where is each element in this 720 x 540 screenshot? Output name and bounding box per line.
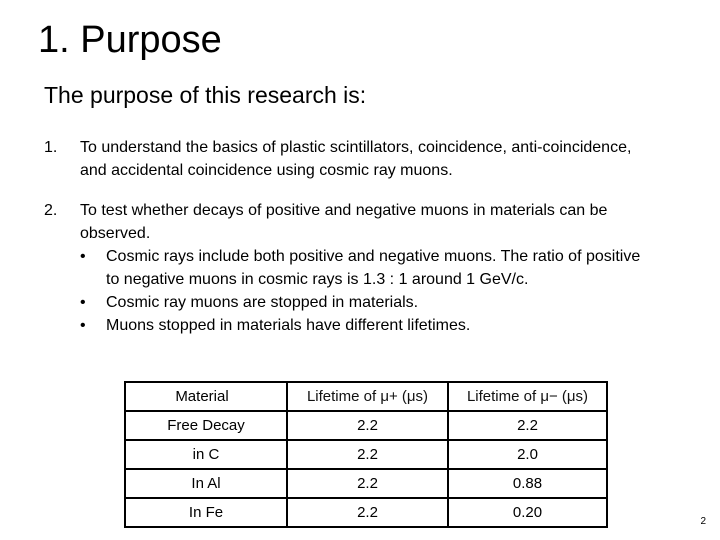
- list-item: [44, 199, 644, 337]
- purpose-list: [44, 136, 644, 337]
- table-row: [125, 498, 607, 527]
- cell-material: In Al: [125, 469, 287, 498]
- bullet-text: Cosmic ray muons are stopped in materials.: [106, 294, 419, 311]
- lifetime-table: [124, 381, 608, 528]
- table-row: [125, 469, 607, 498]
- list-item-text: To test whether decays of positive and negative muons in materials can be observed.: [80, 202, 608, 242]
- list-item-number: 2.: [44, 202, 58, 219]
- header-lifetime-plus: Lifetime of μ+ (μs): [287, 382, 448, 411]
- list-item-number: 1.: [44, 139, 58, 156]
- bullet-text: Cosmic rays include both positive and negative muons. The ratio of positive to negative muons in cosmic rays is 1.3 : 1 around 1 GeV/c.: [106, 248, 641, 288]
- bullet-list: [80, 245, 644, 337]
- cell-lifetime-plus: 2.2: [287, 469, 448, 498]
- cell-material: in C: [125, 440, 287, 469]
- table-row: [125, 411, 607, 440]
- bullet-item: [80, 245, 644, 291]
- slide-title: 1. Purpose: [38, 19, 222, 61]
- lifetime-table-container: [124, 381, 608, 528]
- cell-lifetime-plus: 2.2: [287, 411, 448, 440]
- table-row: [125, 440, 607, 469]
- header-lifetime-minus: Lifetime of μ− (μs): [448, 382, 607, 411]
- bullet-icon: •: [80, 317, 86, 334]
- cell-lifetime-minus: 2.0: [448, 440, 607, 469]
- cell-lifetime-plus: 2.2: [287, 440, 448, 469]
- bullet-item: [80, 291, 644, 314]
- table-header-row: [125, 382, 607, 411]
- cell-lifetime-minus: 2.2: [448, 411, 607, 440]
- cell-lifetime-plus: 2.2: [287, 498, 448, 527]
- bullet-item: [80, 314, 644, 337]
- slide-subtitle: The purpose of this research is:: [44, 82, 367, 108]
- header-material: Material: [125, 382, 287, 411]
- bullet-icon: •: [80, 294, 86, 311]
- cell-lifetime-minus: 0.20: [448, 498, 607, 527]
- bullet-icon: •: [80, 248, 86, 265]
- list-item-text: To understand the basics of plastic scintillators, coincidence, anti-coincidence, and accidental coincidence using cosmic ray muons.: [80, 139, 632, 179]
- bullet-text: Muons stopped in materials have different lifetimes.: [106, 317, 471, 334]
- cell-material: In Fe: [125, 498, 287, 527]
- page-number: 2: [700, 516, 706, 527]
- cell-material: Free Decay: [125, 411, 287, 440]
- list-item: [44, 136, 644, 182]
- cell-lifetime-minus: 0.88: [448, 469, 607, 498]
